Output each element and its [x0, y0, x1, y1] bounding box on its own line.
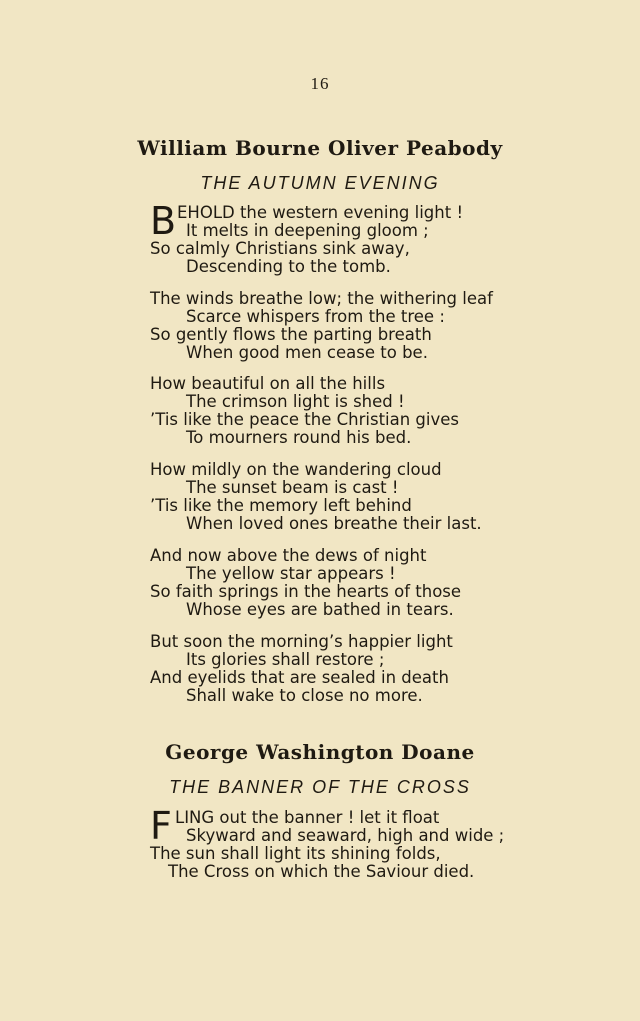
- drop-cap: B: [150, 199, 177, 243]
- verse-line: And now above the dews of night: [150, 546, 427, 565]
- stanza: [150, 375, 459, 447]
- verse-line: Skyward and seaward, high and wide ;: [186, 826, 505, 845]
- stanza: [150, 633, 453, 705]
- page-number: 16: [310, 74, 330, 93]
- verse-line: To mourners round his bed.: [186, 428, 412, 447]
- verse-line: The sun shall light its shining folds,: [150, 844, 441, 863]
- verse-line: The Cross on which the Saviour died.: [168, 862, 475, 881]
- verse-line: The crimson light is shed !: [186, 392, 405, 411]
- verse-line: The yellow star appears !: [186, 564, 396, 583]
- drop-cap: F: [150, 804, 172, 848]
- verse-line: When loved ones breathe their last.: [186, 514, 482, 533]
- verse-line: Its glories shall restore ;: [186, 650, 385, 669]
- verse-line: And eyelids that are sealed in death: [150, 668, 449, 687]
- stanza: [150, 290, 493, 362]
- verse-line: How mildly on the wandering cloud: [150, 460, 442, 479]
- first-line-text: EHOLD the western evening light !: [177, 203, 464, 222]
- verse-line: So calmly Christians sink away,: [150, 239, 410, 258]
- verse-line: It melts in deepening gloom ;: [186, 221, 429, 240]
- verse-line: Scarce whispers from the tree :: [186, 307, 445, 326]
- verse-line: But soon the morning’s happier light: [150, 632, 453, 651]
- stanza: [150, 199, 464, 276]
- stanza: [150, 461, 482, 533]
- verse-line: Shall wake to close no more.: [186, 686, 423, 705]
- verse-line: Whose eyes are bathed in tears.: [186, 600, 454, 619]
- verse-line: ’Tis like the memory left behind: [150, 496, 412, 515]
- verse-line: ’Tis like the peace the Christian gives: [150, 410, 460, 429]
- verse-line: When good men cease to be.: [186, 343, 428, 362]
- verse-line: Descending to the tomb.: [186, 257, 391, 276]
- verse-line: The sunset beam is cast !: [186, 478, 399, 497]
- verse-line: How beautiful on all the hills: [150, 374, 386, 393]
- stanza: [150, 547, 461, 619]
- stanza: [150, 804, 505, 881]
- verse-line: So gently flows the parting breath: [150, 325, 432, 344]
- first-line-text: LING out the banner ! let it float: [175, 808, 440, 827]
- verse-line: The winds breathe low; the withering leaf: [150, 289, 493, 308]
- poem-title: THE AUTUMN EVENING: [200, 173, 440, 193]
- verse-line: So faith springs in the hearts of those: [150, 582, 462, 601]
- poem-author: William Bourne Oliver Peabody: [137, 136, 503, 160]
- poem-author: George Washington Doane: [165, 740, 475, 764]
- poem-title: THE BANNER OF THE CROSS: [169, 777, 471, 797]
